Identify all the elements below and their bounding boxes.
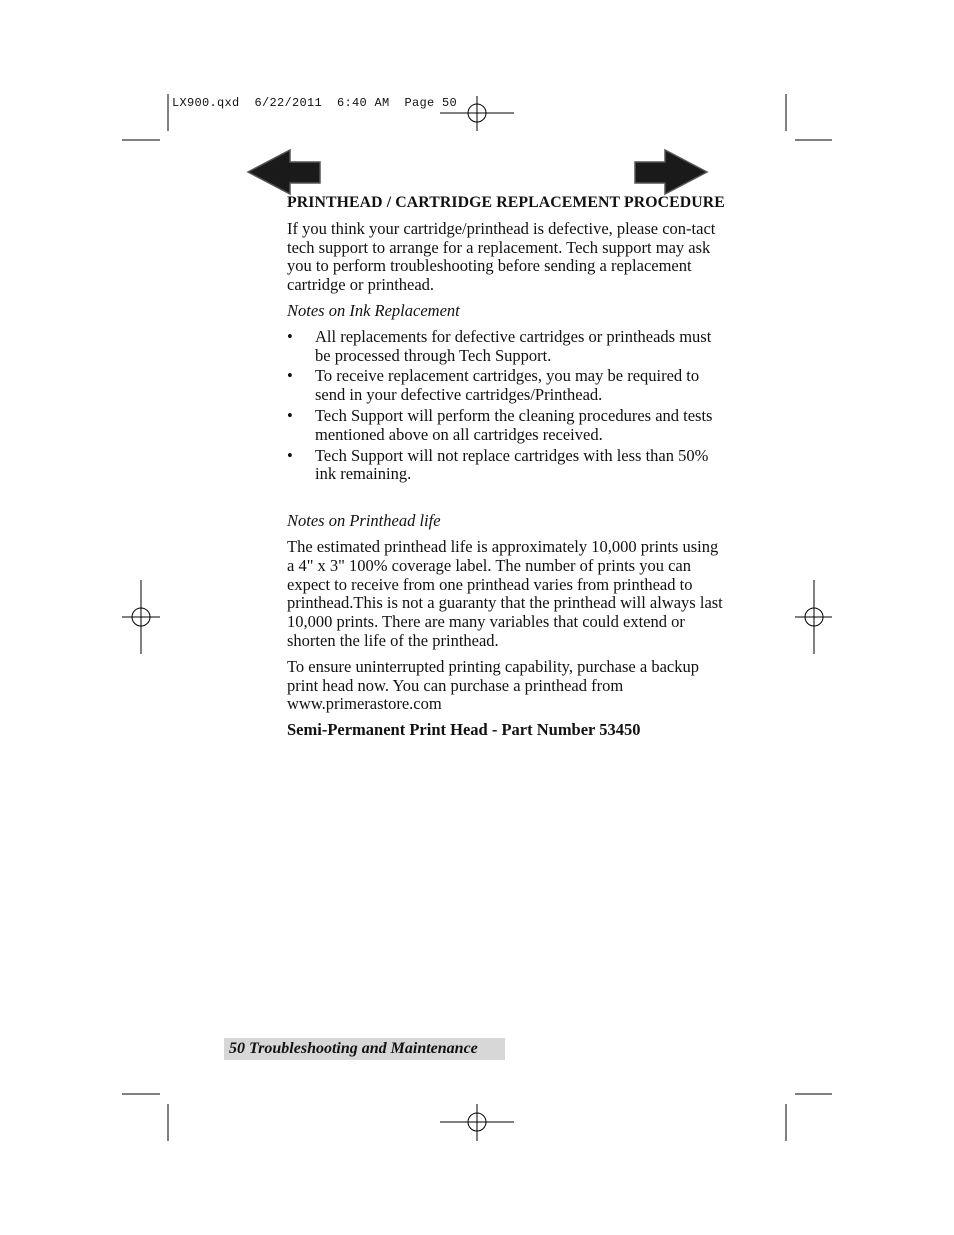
previous-page-arrow[interactable] <box>246 148 322 196</box>
page-content <box>287 194 727 747</box>
printhead-life-paragraph: The estimated printhead life is approximately 10,000 prints using a 4" x 3" 100% coverage label. The number of prints you can expect to receive from one printhead varies from printhead to printhead.This is not a guaranty that the printhead will always last 10,000 prints. There are many variables that could extend or shorten the life of the printhead. <box>287 536 723 650</box>
footer-section-title: Troubleshooting and Maintenance <box>249 1040 478 1057</box>
section-heading: PRINTHEAD / CARTRIDGE REPLACEMENT PROCEDURE <box>287 194 725 211</box>
bullet: • <box>287 405 293 425</box>
list-item: • Tech Support will not replace cartridges with less than 50% ink remaining. <box>287 445 709 484</box>
ink-notes-list <box>287 328 727 484</box>
registration-mark-right <box>795 580 832 654</box>
list-item: • All replacements for defective cartridges or printheads must be processed through Tech Support. <box>287 326 712 365</box>
bullet: • <box>287 445 293 465</box>
print-slug: LX900.qxd 6/22/2011 6:40 AM Page 50 <box>172 96 458 110</box>
registration-mark-top <box>440 96 514 131</box>
ink-replacement-heading: Notes on Ink Replacement <box>287 300 460 320</box>
registration-mark-left <box>122 580 160 654</box>
left-arrow-icon <box>248 150 320 194</box>
bullet: • <box>287 366 293 386</box>
printhead-life-heading: Notes on Printhead life <box>287 511 441 531</box>
next-page-arrow[interactable] <box>633 148 709 196</box>
page-footer <box>224 1038 505 1060</box>
part-number: Semi-Permanent Print Head - Part Number 53450 <box>287 720 641 740</box>
bullet: • <box>287 326 293 346</box>
intro-paragraph: If you think your cartridge/printhead is defective, please con-tact tech support to arrange for a replacement. Tech support may ask you to perform troubleshooting before sending a replacement cartridge or printhead. <box>287 218 716 295</box>
registration-mark-bottom <box>440 1104 514 1141</box>
list-item: • Tech Support will perform the cleaning procedures and tests mentioned above on all cartridges received. <box>287 405 713 444</box>
purchase-paragraph: To ensure uninterrupted printing capability, purchase a backup print head now. You can purchase a printhead from www.primerastore.com <box>287 656 699 714</box>
list-item: • To receive replacement cartridges, you may be required to send in your defective cartridges/Printhead. <box>287 366 700 405</box>
page-number: 50 <box>229 1040 245 1057</box>
right-arrow-icon <box>635 150 707 194</box>
